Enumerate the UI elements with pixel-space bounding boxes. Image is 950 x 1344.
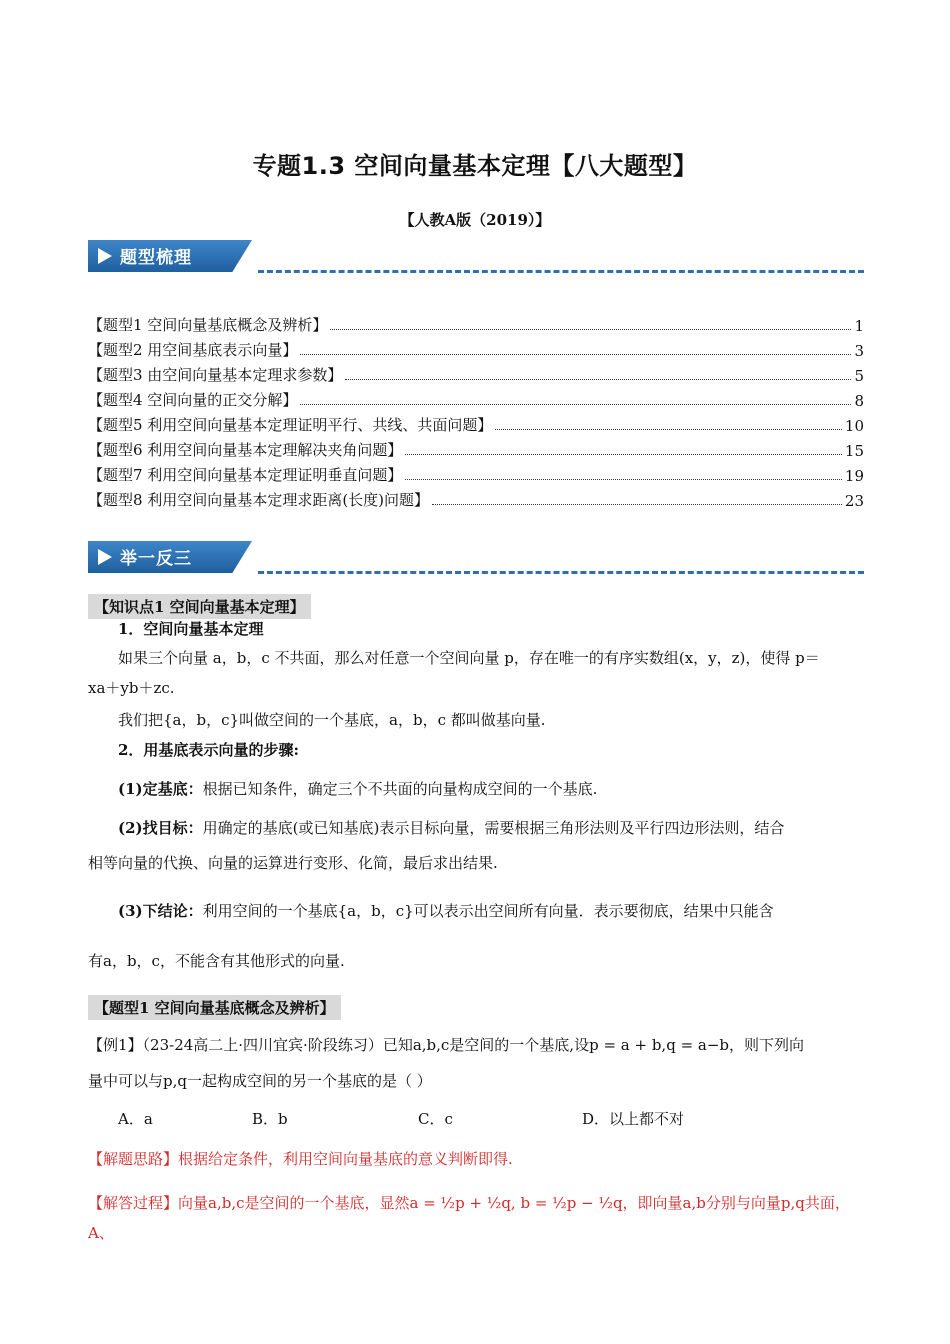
solution-idea: 【解题思路】根据给定条件，利用空间向量基底的意义判断即得. bbox=[88, 1150, 513, 1168]
knowledge-paragraph: 如果三个向量 a，b，c 不共面，那么对任意一个空间向量 p，存在唯一的有序实数组(x，y，z)，使得 p＝ bbox=[118, 649, 820, 667]
step-2: (2)找目标：用确定的基底(或已知基底)表示目标向量，需要根据三角形法则及平行四边形法则，结合 bbox=[118, 819, 785, 837]
knowledge-subheading: 1．空间向量基本定理 bbox=[118, 620, 264, 638]
type-heading: 【题型1 空间向量基底概念及辨析】 bbox=[88, 995, 341, 1020]
knowledge-paragraph: 我们把{a，b，c}叫做空间的一个基底，a，b，c 都叫做基向量. bbox=[118, 711, 546, 729]
solution-process: 【解答过程】向量a,b,c是空间的一个基底，显然a = ½p + ½q, b = ½p − ½q，即向量a,b分别与向量p,q共面，A、 bbox=[88, 1194, 850, 1242]
toc-item[interactable]: 【题型1 空间向量基底概念及辨析】 1 bbox=[88, 316, 864, 335]
step-3: (3)下结论：利用空间的一个基底{a，b，c}可以表示出空间所有向量．表示要彻底，结果中只能含 bbox=[118, 902, 774, 920]
example-question-continued: 量中可以与p,q一起构成空间的另一个基底的是（ ） bbox=[88, 1072, 432, 1090]
toc-item[interactable]: 【题型5 利用空间向量基本定理证明平行、共线、共面问题】 10 bbox=[88, 416, 864, 435]
toc-item[interactable]: 【题型6 利用空间向量基本定理解决夹角问题】 15 bbox=[88, 441, 864, 460]
knowledge-subheading: 2．用基底表示向量的步骤: bbox=[118, 741, 299, 759]
knowledge-heading: 【知识点1 空间向量基本定理】 bbox=[88, 594, 311, 619]
step-1: (1)定基底：根据已知条件，确定三个不共面的向量构成空间的一个基底. bbox=[118, 780, 598, 798]
play-icon bbox=[98, 549, 112, 565]
option-d[interactable]: D．以上都不对 bbox=[582, 1110, 685, 1128]
section-banner-practice bbox=[88, 541, 258, 577]
knowledge-paragraph: xa＋yb＋zc. bbox=[88, 679, 175, 697]
section-divider bbox=[258, 270, 864, 273]
example-question: 【例1】（23-24高二上·四川宜宾·阶段练习）已知a,b,c是空间的一个基底,设p = a + b,q = a−b，则下列向 bbox=[88, 1036, 805, 1054]
edition-label: 【人教A版（2019）】 bbox=[399, 211, 551, 229]
toc-item[interactable]: 【题型3 由空间向量基本定理求参数】 5 bbox=[88, 366, 864, 385]
option-b[interactable]: B．b bbox=[252, 1110, 288, 1128]
page-title: 专题1.3 空间向量基本定理【八大题型】 bbox=[252, 152, 698, 180]
option-c[interactable]: C．c bbox=[418, 1110, 453, 1128]
play-icon bbox=[98, 248, 112, 264]
toc-item[interactable]: 【题型7 利用空间向量基本定理证明垂直问题】 19 bbox=[88, 466, 864, 485]
step-3-continued: 有a，b，c，不能含有其他形式的向量. bbox=[88, 952, 345, 970]
toc-item[interactable]: 【题型4 空间向量的正交分解】 8 bbox=[88, 391, 864, 410]
section-banner-label: 举一反三 bbox=[120, 549, 192, 569]
section-banner-toc bbox=[88, 240, 258, 276]
section-divider bbox=[258, 571, 864, 574]
section-banner-label: 题型梳理 bbox=[120, 248, 192, 268]
toc-item[interactable]: 【题型2 用空间基底表示向量】 3 bbox=[88, 341, 864, 360]
step-2-continued: 相等向量的代换、向量的运算进行变形、化简，最后求出结果. bbox=[88, 854, 498, 872]
toc-item[interactable]: 【题型8 利用空间向量基本定理求距离(长度)问题】 23 bbox=[88, 491, 864, 510]
option-a[interactable]: A．a bbox=[118, 1110, 153, 1128]
